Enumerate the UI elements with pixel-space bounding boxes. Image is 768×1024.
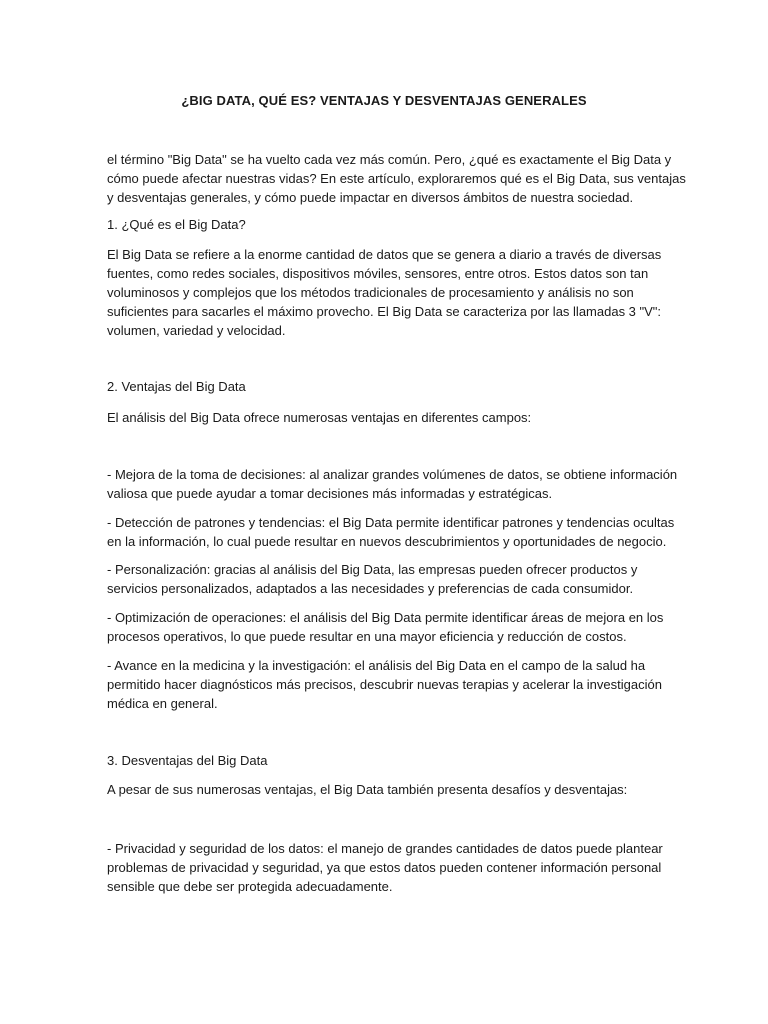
text-line: permitido hacer diagnósticos más precisos, descubrir nuevas terapias y acelerar la investigación <box>107 677 662 692</box>
section1-heading: 1. ¿Qué es el Big Data? <box>107 217 246 232</box>
advantage-item <box>107 560 667 598</box>
advantage-item <box>107 465 678 503</box>
text-line: el término "Big Data" se ha vuelto cada vez más común. Pero, ¿qué es exactamente el Big Data y <box>107 152 672 167</box>
text-line: El Big Data se refiere a la enorme cantidad de datos que se genera a diario a través de diversas <box>107 247 662 262</box>
section2-intro: El análisis del Big Data ofrece numerosas ventajas en diferentes campos: <box>107 410 532 425</box>
disadvantage-item <box>107 839 667 896</box>
advantage-item <box>107 513 675 551</box>
text-line: suficientes para sacarles el máximo provecho. El Big Data se caracteriza por las llamadas 3 "V": <box>107 304 662 319</box>
text-line: en la información, lo cual puede resultar en nuevos descubrimientos y oportunidades de negocio. <box>107 534 667 549</box>
text-line: fuentes, como redes sociales, dispositivos móviles, sensores, entre otros. Estos datos son tan <box>107 266 649 281</box>
advantage-item <box>107 656 667 713</box>
text-line: cómo puede afectar nuestras vidas? En este artículo, exploraremos qué es el Big Data, sus ventajas <box>107 171 686 186</box>
section3-heading: 3. Desventajas del Big Data <box>107 753 268 768</box>
document-title: ¿BIG DATA, QUÉ ES? VENTAJAS Y DESVENTAJAS GENERALES <box>181 93 587 108</box>
text-line: sensible que debe ser protegida adecuadamente. <box>107 879 393 894</box>
text-line: volumen, variedad y velocidad. <box>107 323 286 338</box>
section1-paragraph <box>107 245 667 340</box>
text-line: - Detección de patrones y tendencias: el Big Data permite identificar patrones y tendencias ocultas <box>107 515 675 530</box>
section3-intro: A pesar de sus numerosas ventajas, el Big Data también presenta desafíos y desventajas: <box>107 782 628 797</box>
text-line: médica en general. <box>107 696 218 711</box>
text-line: - Personalización: gracias al análisis del Big Data, las empresas pueden ofrecer productos y <box>107 562 638 577</box>
text-line: - Privacidad y seguridad de los datos: el manejo de grandes cantidades de datos puede plantear <box>107 841 663 856</box>
text-line: - Mejora de la toma de decisiones: al analizar grandes volúmenes de datos, se obtiene información <box>107 467 678 482</box>
text-line: procesos operativos, lo que puede resultar en una mayor eficiencia y reducción de costos. <box>107 629 627 644</box>
text-line: - Avance en la medicina y la investigación: el análisis del Big Data en el campo de la salud ha <box>107 658 646 673</box>
text-line: problemas de privacidad y seguridad, ya que estos datos pueden contener información personal <box>107 860 662 875</box>
text-line: valiosa que puede ayudar a tomar decisiones más informadas y estratégicas. <box>107 486 553 501</box>
intro-paragraph <box>107 150 686 207</box>
text-line: servicios personalizados, adaptados a las necesidades y preferencias de cada consumidor. <box>107 581 634 596</box>
text-line: voluminosos y complejos que los métodos tradicionales de procesamiento y análisis no son <box>107 285 634 300</box>
text-line: - Optimización de operaciones: el análisis del Big Data permite identificar áreas de mejora en los <box>107 610 664 625</box>
text-line: y desventajas generales, y cómo puede impactar en diversos ámbitos de nuestra sociedad. <box>107 190 634 205</box>
section2-heading: 2. Ventajas del Big Data <box>107 379 246 394</box>
advantage-item <box>107 608 667 646</box>
